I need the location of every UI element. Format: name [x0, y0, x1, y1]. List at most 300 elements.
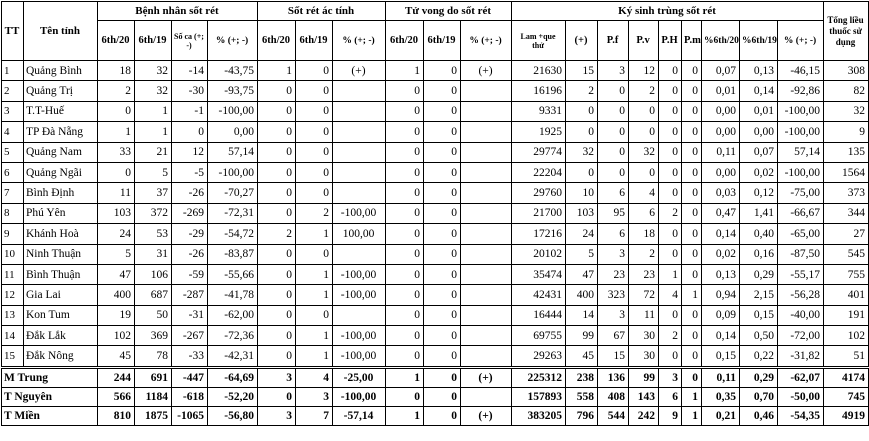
cell-d19: 0: [424, 61, 461, 81]
table-row: [2, 122, 869, 142]
total-cell-dpct: [461, 387, 512, 406]
cell-spct: -100,00: [333, 326, 386, 346]
cell-ph: 0: [659, 346, 682, 367]
cell-soca: -287: [172, 285, 208, 305]
cell-tt: 5: [2, 142, 24, 162]
cell-p19: 372: [135, 203, 172, 223]
cell-name: Quảng Ngãi: [24, 162, 98, 182]
cell-tt: 14: [2, 326, 24, 346]
cell-s19: 0: [296, 244, 333, 264]
total-cell-soca: -618: [172, 387, 208, 406]
total-cell-drug: 4919: [824, 406, 869, 425]
total-cell-drug: 4174: [824, 367, 869, 387]
header-deaths: Tử vong do sốt rét: [386, 2, 512, 21]
cell-p20: 103: [98, 203, 135, 223]
cell-soca: -59: [172, 264, 208, 284]
cell-d20: 0: [386, 224, 424, 244]
cell-d19: 0: [424, 264, 461, 284]
cell-k19: 1,41: [740, 203, 778, 223]
cell-s20: 0: [258, 326, 296, 346]
cell-pv: 18: [629, 224, 659, 244]
cell-pv: 72: [629, 285, 659, 305]
cell-s20: 0: [258, 122, 296, 142]
total-cell-drug: 745: [824, 387, 869, 406]
cell-p19: 1: [135, 101, 172, 121]
cell-dpct: [461, 183, 512, 203]
cell-drug: 308: [824, 61, 869, 81]
cell-dpct: [461, 142, 512, 162]
cell-ppct: -42,31: [208, 346, 258, 367]
cell-s20: 2: [258, 224, 296, 244]
cell-spct: [333, 162, 386, 182]
cell-ppct: -83,87: [208, 244, 258, 264]
total-cell-k20: 0,11: [702, 367, 740, 387]
cell-pv: 0: [629, 122, 659, 142]
cell-s19: 1: [296, 346, 333, 367]
total-cell-plus: 238: [566, 367, 598, 387]
cell-pm: 0: [682, 81, 702, 101]
cell-ph: 0: [659, 162, 682, 182]
cell-dpct: [461, 101, 512, 121]
cell-s20: 0: [258, 101, 296, 121]
cell-k19: 0,50: [740, 326, 778, 346]
total-cell-pf: 136: [598, 367, 629, 387]
cell-kpct: 57,14: [778, 142, 824, 162]
header-k-6th20: %6th/20: [702, 21, 740, 61]
cell-spct: 100,00: [333, 224, 386, 244]
cell-ph: 0: [659, 244, 682, 264]
cell-drug: 135: [824, 142, 869, 162]
cell-pv: 12: [629, 61, 659, 81]
cell-pm: 0: [682, 183, 702, 203]
cell-tt: 7: [2, 183, 24, 203]
cell-pf: 3: [598, 61, 629, 81]
table-row: [2, 101, 869, 121]
cell-p19: 31: [135, 244, 172, 264]
cell-ppct: 0,00: [208, 122, 258, 142]
cell-spct: [333, 244, 386, 264]
cell-lam: 1925: [512, 122, 566, 142]
total-cell-p20: 566: [98, 387, 135, 406]
cell-kpct: -100,00: [778, 162, 824, 182]
cell-soca: -30: [172, 81, 208, 101]
cell-pf: 0: [598, 101, 629, 121]
cell-dpct: [461, 346, 512, 367]
cell-drug: 32: [824, 101, 869, 121]
cell-name: Đắk Nông: [24, 346, 98, 367]
cell-name: Bình Thuận: [24, 264, 98, 284]
total-cell-d20: 1: [386, 406, 424, 425]
cell-ph: 0: [659, 122, 682, 142]
cell-d20: 0: [386, 81, 424, 101]
cell-p20: 11: [98, 183, 135, 203]
cell-spct: [333, 81, 386, 101]
header-s-pct: % (+; -): [333, 21, 386, 61]
total-cell-kpct: -54,35: [778, 406, 824, 425]
header-k-6th19: %6th/19: [740, 21, 778, 61]
cell-dpct: [461, 162, 512, 182]
cell-p20: 5: [98, 244, 135, 264]
cell-k20: 0,01: [702, 81, 740, 101]
cell-d20: 0: [386, 305, 424, 325]
cell-lam: 21630: [512, 61, 566, 81]
cell-spct: -100,00: [333, 203, 386, 223]
cell-s19: 0: [296, 142, 333, 162]
cell-s19: 1: [296, 326, 333, 346]
cell-d20: 0: [386, 244, 424, 264]
cell-ph: 0: [659, 183, 682, 203]
total-cell-kpct: -50,00: [778, 387, 824, 406]
total-cell-spct: -57,14: [333, 406, 386, 425]
cell-kpct: -87,50: [778, 244, 824, 264]
cell-tt: 11: [2, 264, 24, 284]
total-cell-pv: 99: [629, 367, 659, 387]
cell-pm: 0: [682, 244, 702, 264]
cell-name: TP Đà Nẵng: [24, 122, 98, 142]
cell-s19: 0: [296, 305, 333, 325]
cell-s20: 0: [258, 244, 296, 264]
cell-d20: 0: [386, 285, 424, 305]
cell-ppct: -43,75: [208, 61, 258, 81]
cell-lam: 17216: [512, 224, 566, 244]
cell-k20: 0,94: [702, 285, 740, 305]
cell-k19: 0,22: [740, 346, 778, 367]
cell-ppct: -100,00: [208, 162, 258, 182]
cell-plus: 400: [566, 285, 598, 305]
cell-s19: 0: [296, 61, 333, 81]
header-drug: Tổng liều thuốc sử dụng: [824, 2, 869, 61]
cell-name: Kon Tum: [24, 305, 98, 325]
cell-p20: 0: [98, 162, 135, 182]
cell-drug: 401: [824, 285, 869, 305]
cell-dpct: [461, 285, 512, 305]
cell-dpct: [461, 122, 512, 142]
total-row: [2, 406, 869, 425]
cell-ppct: -72,31: [208, 203, 258, 223]
cell-pm: 0: [682, 224, 702, 244]
total-cell-dpct: (+): [461, 367, 512, 387]
total-cell-pf: 544: [598, 406, 629, 425]
cell-kpct: -92,86: [778, 81, 824, 101]
total-cell-lam: 157893: [512, 387, 566, 406]
cell-dpct: [461, 81, 512, 101]
total-cell-pm: 1: [682, 406, 702, 425]
cell-pf: 23: [598, 264, 629, 284]
total-row: [2, 367, 869, 387]
header-s-6th20: 6th/20: [258, 21, 296, 61]
cell-drug: 1564: [824, 162, 869, 182]
cell-drug: 9: [824, 122, 869, 142]
cell-kpct: -46,15: [778, 61, 824, 81]
cell-ph: 0: [659, 305, 682, 325]
header-tt: TT: [2, 2, 24, 61]
cell-k19: 0,01: [740, 101, 778, 121]
cell-lam: 29774: [512, 142, 566, 162]
cell-spct: [333, 142, 386, 162]
total-cell-pm: 1: [682, 387, 702, 406]
cell-d19: 0: [424, 305, 461, 325]
cell-kpct: -40,00: [778, 305, 824, 325]
table-row: [2, 183, 869, 203]
total-cell-d19: 0: [424, 387, 461, 406]
total-cell-p19: 1184: [135, 387, 172, 406]
cell-dpct: [461, 264, 512, 284]
cell-d20: 0: [386, 203, 424, 223]
cell-p20: 45: [98, 346, 135, 367]
cell-drug: 344: [824, 203, 869, 223]
cell-ph: 0: [659, 101, 682, 121]
cell-d19: 0: [424, 142, 461, 162]
cell-tt: 1: [2, 61, 24, 81]
cell-d19: 0: [424, 285, 461, 305]
cell-plus: 5: [566, 244, 598, 264]
cell-p20: 19: [98, 305, 135, 325]
cell-d19: 0: [424, 101, 461, 121]
cell-k19: 0,07: [740, 142, 778, 162]
cell-p19: 50: [135, 305, 172, 325]
cell-ppct: -41,78: [208, 285, 258, 305]
cell-pf: 3: [598, 305, 629, 325]
cell-tt: 8: [2, 203, 24, 223]
total-row: [2, 387, 869, 406]
cell-d19: 0: [424, 122, 461, 142]
cell-d19: 0: [424, 81, 461, 101]
table-row: [2, 142, 869, 162]
cell-ppct: -93,75: [208, 81, 258, 101]
cell-s20: 0: [258, 81, 296, 101]
cell-name: Quảng Nam: [24, 142, 98, 162]
cell-k20: 0,15: [702, 346, 740, 367]
cell-dpct: [461, 244, 512, 264]
cell-spct: -100,00: [333, 346, 386, 367]
cell-soca: -26: [172, 244, 208, 264]
cell-tt: 2: [2, 81, 24, 101]
cell-tt: 4: [2, 122, 24, 142]
cell-drug: 27: [824, 224, 869, 244]
total-cell-p20: 244: [98, 367, 135, 387]
header-k-ph: P.H: [659, 21, 682, 61]
cell-lam: 20102: [512, 244, 566, 264]
malaria-report-table: [1, 1, 869, 426]
cell-d20: 1: [386, 61, 424, 81]
cell-k19: 0,15: [740, 305, 778, 325]
cell-soca: -267: [172, 326, 208, 346]
cell-spct: -100,00: [333, 285, 386, 305]
cell-pf: 6: [598, 183, 629, 203]
cell-k19: 0,02: [740, 162, 778, 182]
cell-s19: 1: [296, 264, 333, 284]
cell-lam: 69755: [512, 326, 566, 346]
total-cell-s19: 4: [296, 367, 333, 387]
cell-name: Quảng Trị: [24, 81, 98, 101]
cell-pv: 30: [629, 326, 659, 346]
total-cell-k19: 0,46: [740, 406, 778, 425]
cell-p20: 18: [98, 61, 135, 81]
cell-kpct: -31,82: [778, 346, 824, 367]
total-cell-s19: 7: [296, 406, 333, 425]
table-row: [2, 224, 869, 244]
cell-pm: 0: [682, 305, 702, 325]
cell-k20: 0,14: [702, 224, 740, 244]
cell-drug: 82: [824, 81, 869, 101]
cell-soca: -29: [172, 224, 208, 244]
cell-pm: 0: [682, 101, 702, 121]
cell-soca: -33: [172, 346, 208, 367]
cell-p20: 102: [98, 326, 135, 346]
cell-k19: 0,13: [740, 61, 778, 81]
cell-s19: 0: [296, 183, 333, 203]
total-cell-name: T Nguyên: [2, 387, 98, 406]
cell-s19: 2: [296, 203, 333, 223]
cell-name: Phú Yên: [24, 203, 98, 223]
total-cell-s20: 0: [258, 387, 296, 406]
cell-pf: 0: [598, 81, 629, 101]
cell-p20: 400: [98, 285, 135, 305]
cell-s20: 0: [258, 305, 296, 325]
cell-plus: 0: [566, 162, 598, 182]
total-cell-ph: 6: [659, 387, 682, 406]
cell-spct: (+): [333, 61, 386, 81]
cell-dpct: [461, 326, 512, 346]
cell-spct: [333, 183, 386, 203]
cell-pv: 2: [629, 81, 659, 101]
table-row: [2, 305, 869, 325]
cell-pv: 32: [629, 142, 659, 162]
cell-tt: 15: [2, 346, 24, 367]
cell-kpct: -56,28: [778, 285, 824, 305]
cell-k20: 0,02: [702, 244, 740, 264]
cell-plus: 2: [566, 81, 598, 101]
cell-soca: -31: [172, 305, 208, 325]
header-p-soca: Số ca (+; -): [172, 21, 208, 61]
cell-pv: 2: [629, 244, 659, 264]
cell-d20: 0: [386, 326, 424, 346]
header-province: Tên tỉnh: [24, 2, 98, 61]
header-d-6th20: 6th/20: [386, 21, 424, 61]
cell-s20: 0: [258, 142, 296, 162]
cell-p20: 1: [98, 122, 135, 142]
cell-k20: 0,47: [702, 203, 740, 223]
cell-dpct: (+): [461, 61, 512, 81]
cell-plus: 0: [566, 101, 598, 121]
cell-drug: 51: [824, 346, 869, 367]
total-cell-ppct: -52,20: [208, 387, 258, 406]
cell-d19: 0: [424, 346, 461, 367]
cell-drug: 545: [824, 244, 869, 264]
header-parasite: Ký sinh trùng sốt rét: [512, 2, 824, 21]
cell-spct: [333, 305, 386, 325]
cell-p19: 37: [135, 183, 172, 203]
cell-s19: 0: [296, 101, 333, 121]
cell-pv: 0: [629, 162, 659, 182]
cell-s19: 1: [296, 285, 333, 305]
cell-p19: 32: [135, 81, 172, 101]
total-cell-s20: 3: [258, 367, 296, 387]
cell-name: Khánh Hoà: [24, 224, 98, 244]
cell-d20: 0: [386, 142, 424, 162]
cell-plus: 24: [566, 224, 598, 244]
cell-name: T.T-Huế: [24, 101, 98, 121]
cell-p20: 2: [98, 81, 135, 101]
header-d-6th19: 6th/19: [424, 21, 461, 61]
cell-d19: 0: [424, 203, 461, 223]
cell-kpct: -65,00: [778, 224, 824, 244]
total-cell-ph: 9: [659, 406, 682, 425]
total-cell-ph: 3: [659, 367, 682, 387]
cell-pv: 23: [629, 264, 659, 284]
cell-k20: 0,07: [702, 61, 740, 81]
cell-plus: 47: [566, 264, 598, 284]
cell-tt: 12: [2, 285, 24, 305]
cell-lam: 29263: [512, 346, 566, 367]
cell-kpct: -66,67: [778, 203, 824, 223]
total-cell-kpct: -62,07: [778, 367, 824, 387]
cell-kpct: -55,17: [778, 264, 824, 284]
cell-name: Bình Định: [24, 183, 98, 203]
cell-lam: 42431: [512, 285, 566, 305]
cell-spct: [333, 101, 386, 121]
cell-k19: 0,14: [740, 81, 778, 101]
cell-spct: -100,00: [333, 264, 386, 284]
cell-drug: 102: [824, 326, 869, 346]
cell-d20: 0: [386, 122, 424, 142]
cell-p20: 24: [98, 224, 135, 244]
cell-drug: 755: [824, 264, 869, 284]
cell-ph: 0: [659, 142, 682, 162]
header-severe: Sốt rét ác tính: [258, 2, 386, 21]
total-cell-spct: -100,00: [333, 387, 386, 406]
cell-lam: 9331: [512, 101, 566, 121]
table-row: [2, 203, 869, 223]
cell-k19: 0,40: [740, 224, 778, 244]
cell-pm: 1: [682, 285, 702, 305]
total-cell-name: T Miền: [2, 406, 98, 425]
cell-soca: -26: [172, 183, 208, 203]
table-row: [2, 81, 869, 101]
cell-k19: 0,00: [740, 122, 778, 142]
header-patients: Bệnh nhân sốt rét: [98, 2, 258, 21]
cell-p19: 5: [135, 162, 172, 182]
header-s-6th19: 6th/19: [296, 21, 333, 61]
cell-p20: 0: [98, 101, 135, 121]
cell-drug: 373: [824, 183, 869, 203]
cell-pm: 0: [682, 162, 702, 182]
cell-plus: 15: [566, 61, 598, 81]
cell-s19: 0: [296, 162, 333, 182]
cell-k20: 0,13: [702, 264, 740, 284]
cell-s20: 0: [258, 285, 296, 305]
cell-k19: 2,15: [740, 285, 778, 305]
total-cell-ppct: -64,69: [208, 367, 258, 387]
table-row: [2, 326, 869, 346]
cell-pm: 0: [682, 122, 702, 142]
cell-plus: 45: [566, 346, 598, 367]
total-cell-p20: 810: [98, 406, 135, 425]
total-cell-soca: -447: [172, 367, 208, 387]
cell-d19: 0: [424, 162, 461, 182]
total-cell-name: M Trung: [2, 367, 98, 387]
total-cell-k20: 0,21: [702, 406, 740, 425]
cell-pv: 11: [629, 305, 659, 325]
cell-ppct: -55,66: [208, 264, 258, 284]
cell-s19: 0: [296, 81, 333, 101]
cell-d20: 0: [386, 183, 424, 203]
cell-pv: 6: [629, 203, 659, 223]
cell-ppct: 57,14: [208, 142, 258, 162]
header-k-pf: P.f: [598, 21, 629, 61]
total-cell-p19: 1875: [135, 406, 172, 425]
total-cell-pv: 143: [629, 387, 659, 406]
